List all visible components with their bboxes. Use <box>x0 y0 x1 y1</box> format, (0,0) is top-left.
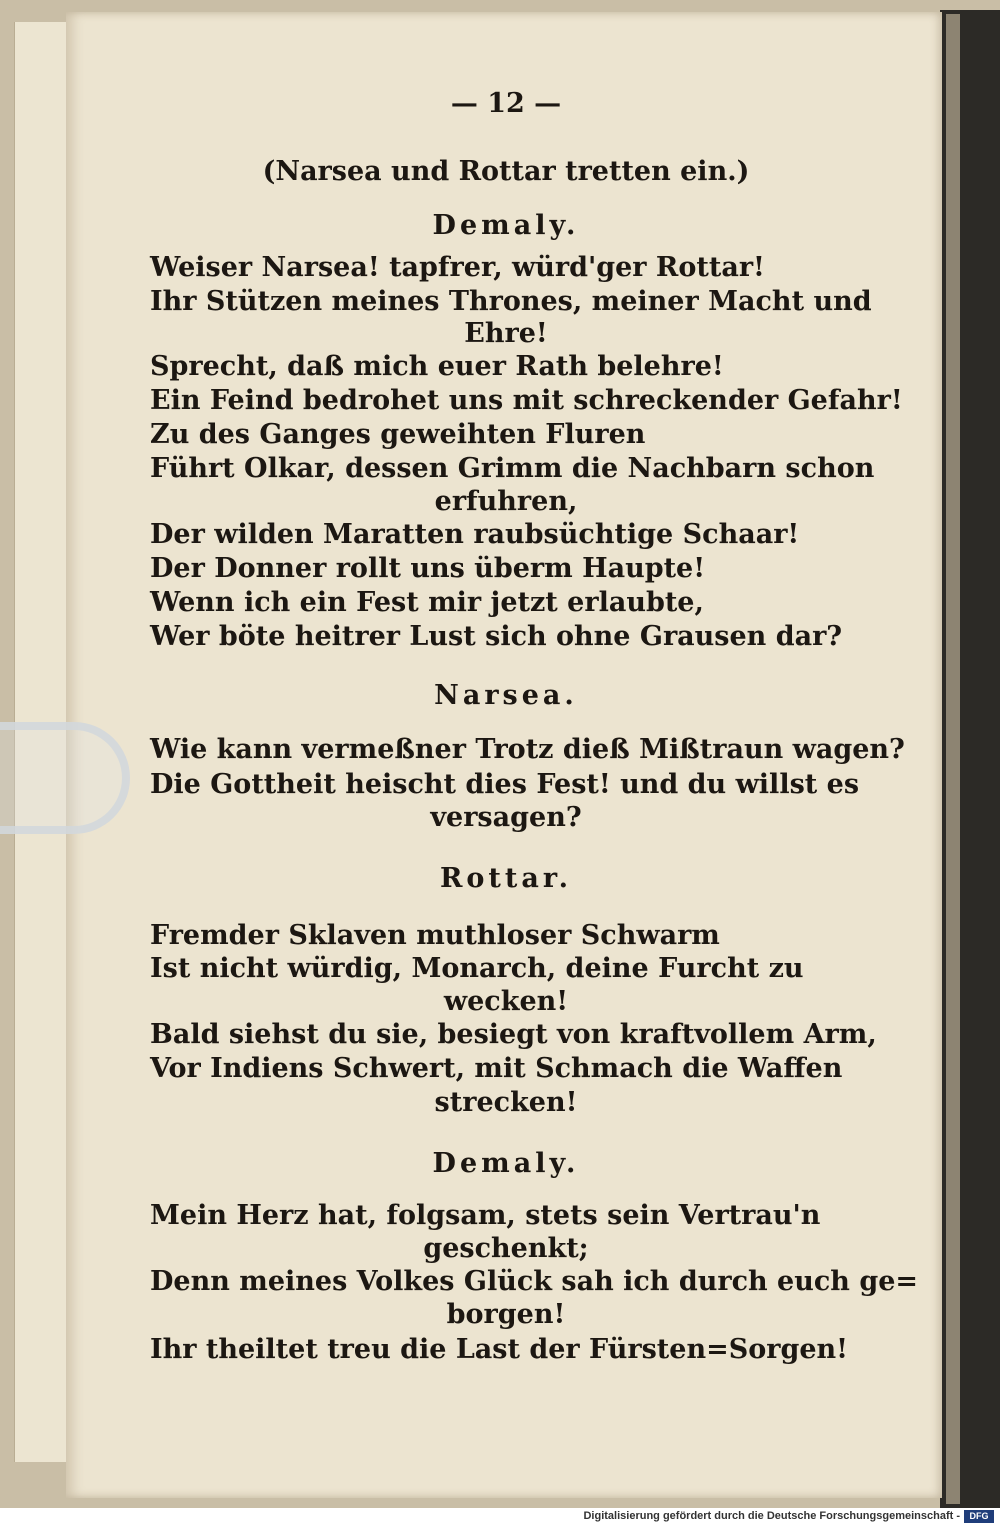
verse-line: Fremder Sklaven muthloser Schwarm <box>150 920 720 951</box>
verse-line: Wie kann vermeßner Trotz dieß Mißtraun wagen? <box>150 734 905 765</box>
speaker-name: Demaly. <box>432 1148 580 1179</box>
speaker-name: Narsea. <box>434 680 578 711</box>
verse-line-continuation: wecken! <box>443 986 569 1017</box>
speaker-name: Demaly. <box>432 210 580 241</box>
verse-line-continuation: geschenkt; <box>423 1233 589 1264</box>
stage-direction: (Narsea und Rottar tretten ein.) <box>262 156 750 187</box>
verse-line-continuation: erfuhren, <box>434 486 578 517</box>
verse-line: Vor Indiens Schwert, mit Schmach die Waffen <box>150 1053 843 1084</box>
verse-line: Denn meines Volkes Glück sah ich durch euch ge= <box>150 1266 918 1297</box>
page-clip <box>0 722 130 834</box>
verse-line: Ihr Stützen meines Thrones, meiner Macht und <box>150 286 872 317</box>
verse-line: Sprecht, daß mich euer Rath belehre! <box>150 351 724 382</box>
verse-line: Ist nicht würdig, Monarch, deine Furcht zu <box>150 953 804 984</box>
page-number: — 12 — <box>450 88 562 119</box>
verse-line: Wenn ich ein Fest mir jetzt erlaubte, <box>150 587 704 618</box>
book-spine <box>946 14 960 1504</box>
funding-credit: Digitalisierung gefördert durch die Deutsche Forschungsgemeinschaft - <box>583 1510 960 1522</box>
speaker-name: Rottar. <box>439 863 573 894</box>
verse-line: Der wilden Maratten raubsüchtige Schaar! <box>150 519 800 550</box>
verse-line-continuation: Ehre! <box>464 318 548 349</box>
verse-line: Ihr theiltet treu die Last der Fürsten=Sorgen! <box>150 1334 848 1365</box>
verse-line: Der Donner rollt uns überm Haupte! <box>150 553 706 584</box>
verse-line: Mein Herz hat, folgsam, stets sein Vertrau'n <box>150 1200 821 1231</box>
footer-bar <box>0 1508 1000 1525</box>
verse-line: Wer böte heitrer Lust sich ohne Grausen dar? <box>150 621 843 652</box>
verse-line: Führt Olkar, dessen Grimm die Nachbarn schon <box>150 453 875 484</box>
verse-line: Ein Feind bedrohet uns mit schreckender Gefahr! <box>150 385 903 416</box>
verse-line: Die Gottheit heischt dies Fest! und du willst es <box>150 769 860 800</box>
verse-line: Weiser Narsea! tapfrer, würd'ger Rottar! <box>150 252 765 283</box>
verse-line: Zu des Ganges geweihten Fluren <box>150 419 646 450</box>
dfg-logo-icon: DFG <box>964 1510 994 1523</box>
verse-line-continuation: strecken! <box>434 1087 578 1118</box>
verse-line-continuation: versagen? <box>430 802 582 833</box>
verse-line: Bald siehst du sie, besiegt von kraftvollem Arm, <box>150 1019 877 1050</box>
verse-line-continuation: borgen! <box>446 1299 566 1330</box>
